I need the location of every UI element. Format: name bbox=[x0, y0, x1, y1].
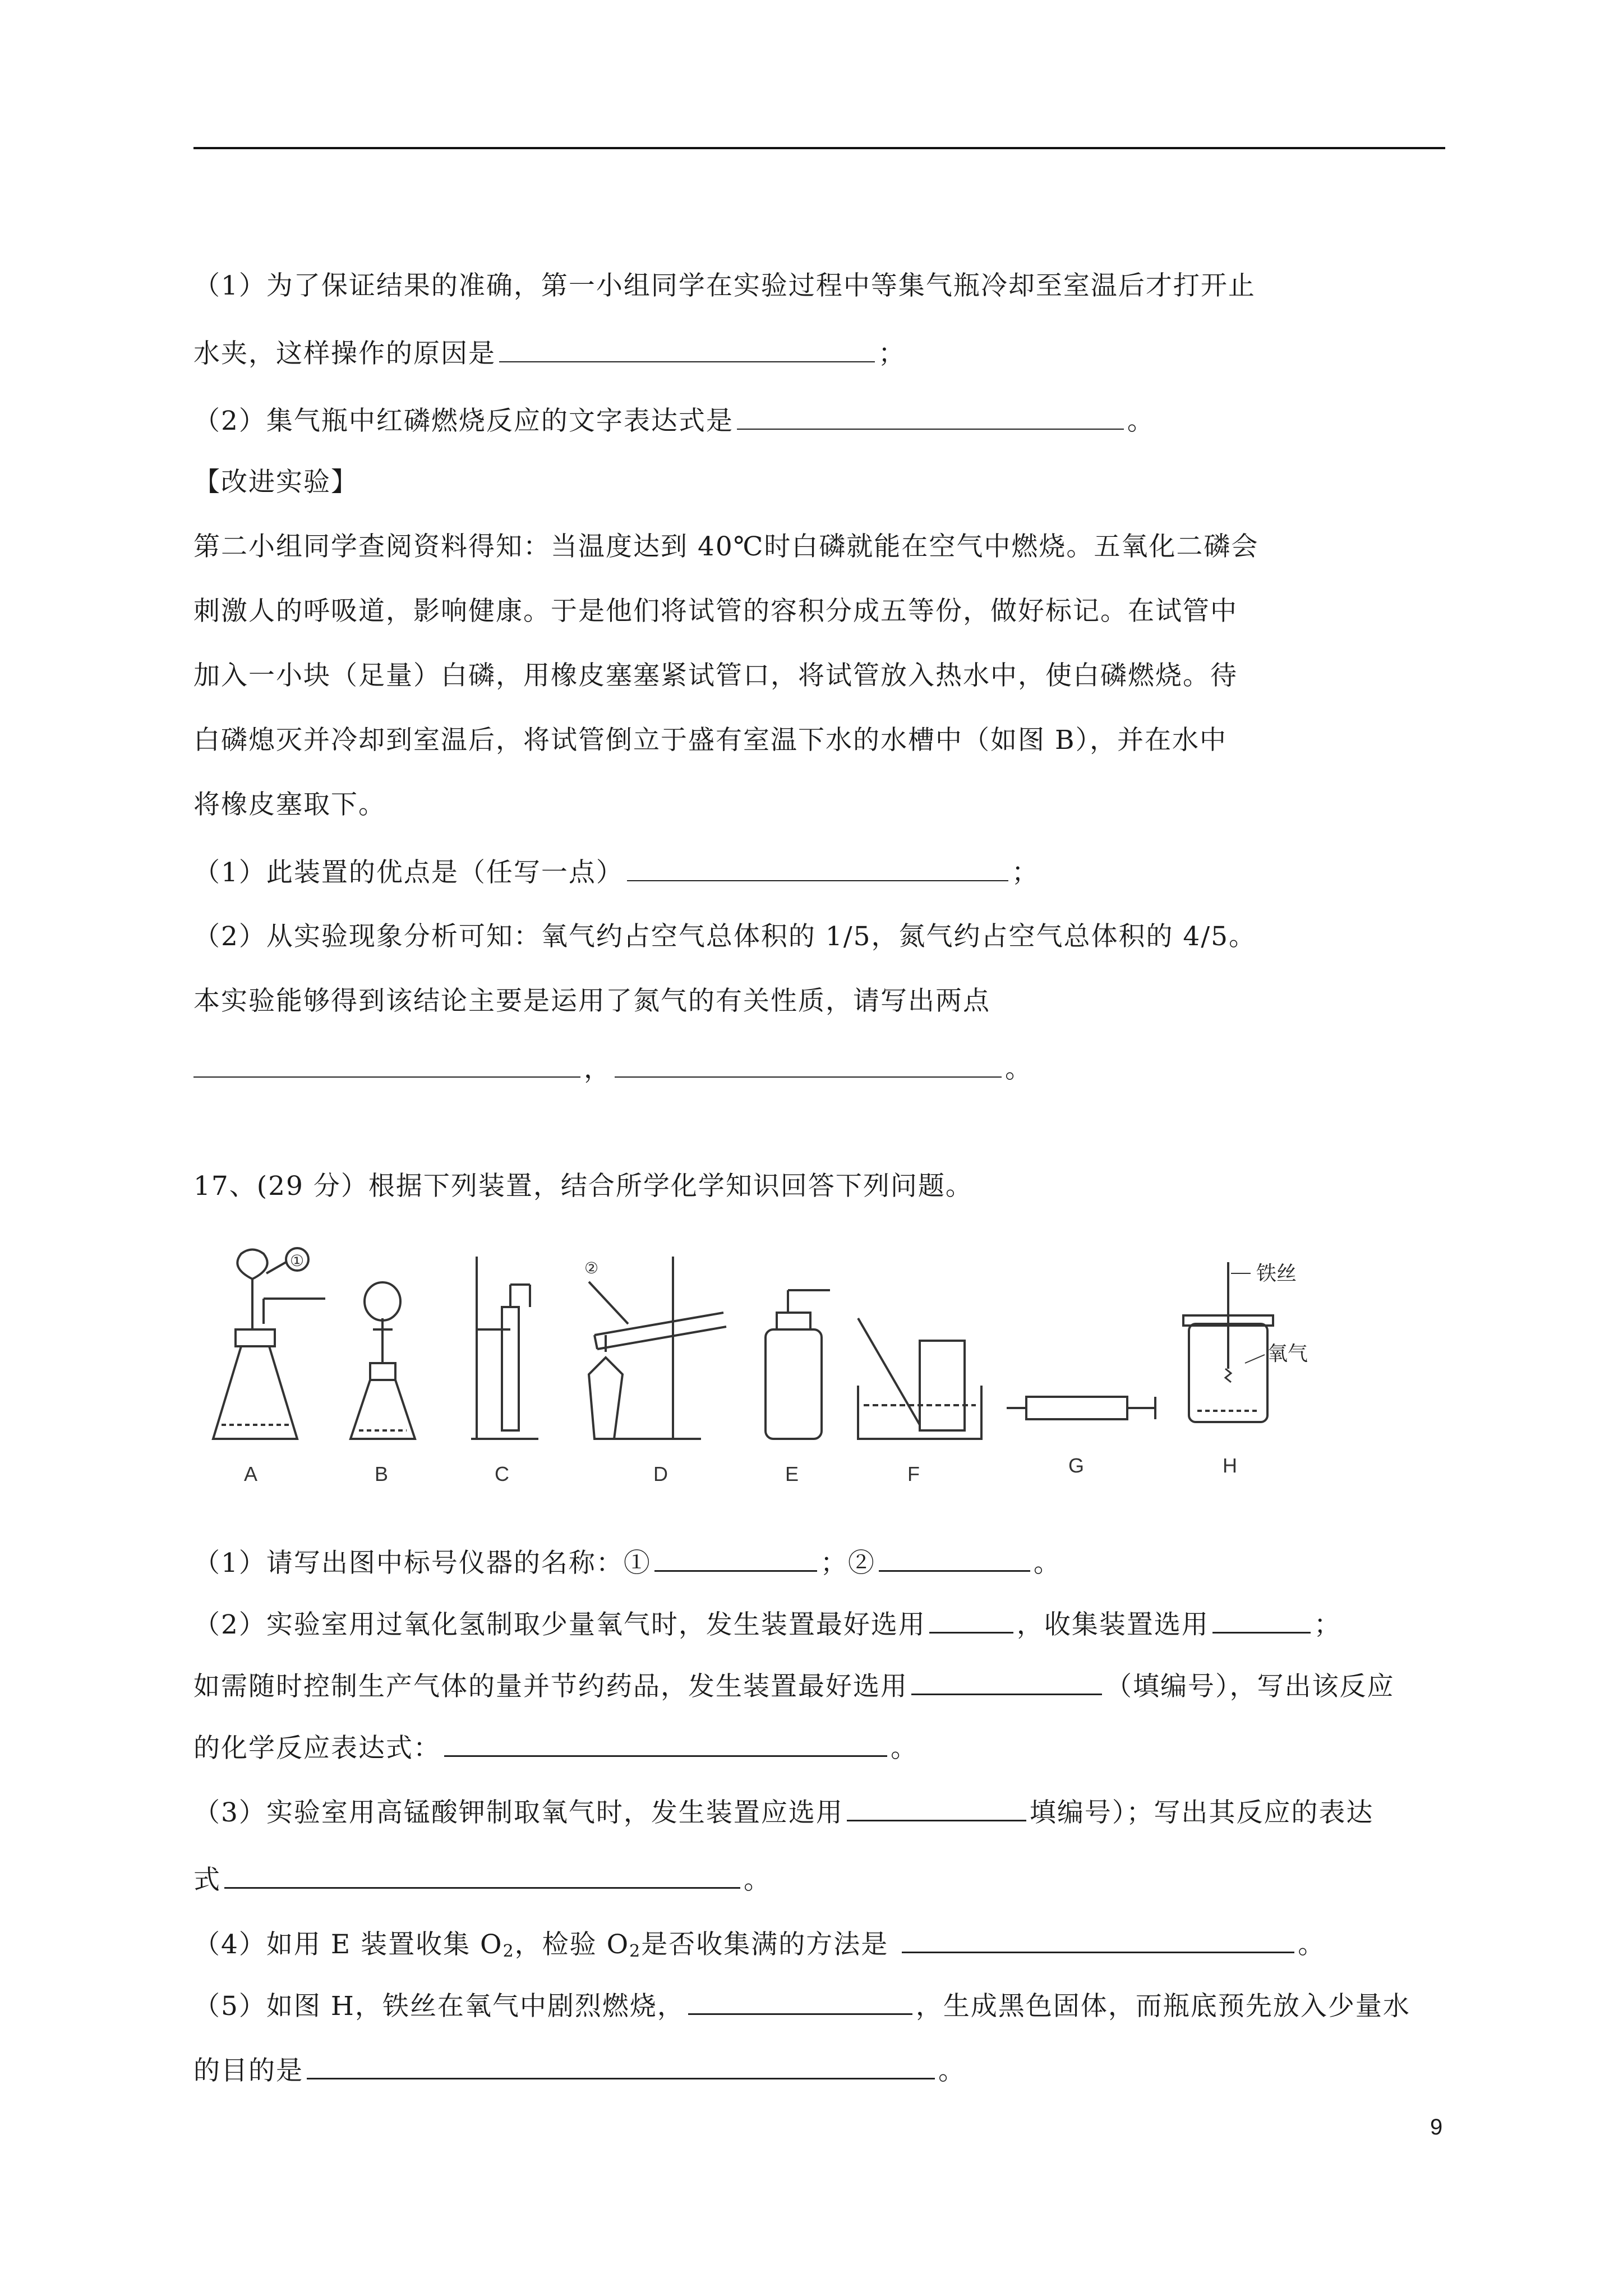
q17-p3-line1 bbox=[193, 1795, 1373, 1830]
q17-p1-blank-1[interactable] bbox=[654, 1545, 817, 1572]
q17-p2-blank-1[interactable] bbox=[929, 1607, 1013, 1634]
s2-q1-end: ； bbox=[1011, 857, 1039, 888]
s2-para-line1: 第二小组同学查阅资料得知：当温度达到 40℃时白磷就能在空气中燃烧。五氧化二磷会 bbox=[193, 531, 1259, 562]
apparatus-figure bbox=[202, 1245, 1357, 1498]
figure-label-e: E bbox=[785, 1462, 799, 1485]
q17-p4-sub-1: 2 bbox=[502, 1941, 515, 1961]
q17-p3-blank-2[interactable] bbox=[224, 1862, 740, 1889]
q17-p2-text-a: （2）实验室用过氧化氢制取少量氧气时，发生装置最好选用 bbox=[193, 1609, 926, 1640]
q17-p3-line2 bbox=[193, 1862, 771, 1897]
q17-p2-end: 。 bbox=[891, 1733, 918, 1764]
s1-q1-line1: （1）为了保证结果的准确，第一小组同学在实验过程中等集气瓶冷却至室温后才打开止 bbox=[193, 270, 1256, 301]
q17-p2-blank-3[interactable] bbox=[911, 1669, 1102, 1695]
s2-para-line5: 将橡皮塞取下。 bbox=[193, 789, 386, 820]
s2-q1-line bbox=[193, 855, 1039, 890]
s2-q2-blank-1[interactable] bbox=[193, 1052, 580, 1078]
apparatus-b bbox=[351, 1282, 415, 1439]
figure-marker-2: ② bbox=[584, 1259, 599, 1277]
q17-p3-text-b: 填编号）；写出其反应的表达 bbox=[1029, 1797, 1374, 1828]
q17-p3-text-c: 式 bbox=[193, 1865, 221, 1895]
q17-p3-end: 。 bbox=[744, 1865, 771, 1895]
s1-q1-blank[interactable] bbox=[499, 337, 875, 362]
q17-p2-line3 bbox=[193, 1731, 918, 1765]
s2-q2-sep: ， bbox=[584, 1053, 611, 1084]
s2-q2-line2: 本实验能够得到该结论主要是运用了氮气的有关性质，请写出两点 bbox=[193, 986, 990, 1016]
apparatus-g bbox=[1007, 1397, 1155, 1419]
page-number: 9 bbox=[1430, 2115, 1443, 2139]
s2-q2-answer-line bbox=[193, 1052, 1032, 1086]
q17-p5-end: 。 bbox=[938, 2055, 966, 2086]
figure-label-d: D bbox=[653, 1462, 668, 1485]
q17-p5-blank-2[interactable] bbox=[307, 2053, 935, 2079]
figure-marker-1: ① bbox=[290, 1252, 305, 1269]
s1-q2-blank[interactable] bbox=[737, 404, 1124, 430]
q17-p2-line2 bbox=[193, 1669, 1395, 1704]
q17-p5-line2 bbox=[193, 2053, 966, 2088]
figure-label-a: A bbox=[244, 1462, 258, 1485]
s2-para-line2: 刺激人的呼吸道，影响健康。于是他们将试管的容积分成五等份，做好标记。在试管中 bbox=[193, 596, 1238, 627]
s2-q1-text: （1）此装置的优点是（任写一点） bbox=[193, 857, 624, 888]
q17-p4-text-a: （4）如用 E 装置收集 O bbox=[193, 1929, 503, 1960]
q17-p5-blank-1[interactable] bbox=[688, 1989, 912, 2015]
figure-label-f: F bbox=[907, 1462, 920, 1485]
q17-p1-blank-2[interactable] bbox=[879, 1545, 1030, 1572]
iron-wire-label: 铁丝 bbox=[1256, 1262, 1297, 1285]
q17-p2-blank-2[interactable] bbox=[1212, 1607, 1311, 1634]
s1-q2-end: 。 bbox=[1127, 406, 1155, 436]
q17-p2-blank-4[interactable] bbox=[444, 1731, 887, 1757]
figure-label-b: B bbox=[375, 1462, 389, 1485]
s1-q1-text: 水夹，这样操作的原因是 bbox=[193, 338, 496, 369]
q17-p2-text-c: ； bbox=[1313, 1609, 1341, 1640]
figure-label-h: H bbox=[1223, 1454, 1237, 1477]
q17-p2-text-f: 的化学反应表达式： bbox=[193, 1733, 441, 1764]
s1-q1-end: ； bbox=[878, 338, 906, 369]
apparatus-a bbox=[213, 1248, 325, 1439]
apparatus-f bbox=[858, 1318, 981, 1439]
q17-p2-text-d: 如需随时控制生产气体的量并节约药品，发生装置最好选用 bbox=[193, 1671, 908, 1702]
q17-p4-end: 。 bbox=[1298, 1929, 1326, 1960]
q17-p1-text: （1）请写出图中标号仪器的名称：① bbox=[193, 1548, 651, 1579]
q17-p1-end: 。 bbox=[1033, 1548, 1061, 1579]
apparatus-h bbox=[1183, 1262, 1273, 1422]
q17-p5-line1 bbox=[193, 1989, 1410, 2023]
oxygen-label: 氧气 bbox=[1267, 1342, 1308, 1365]
s2-para-line4: 白磷熄灭并冷却到室温后，将试管倒立于盛有室温下水的水槽中（如图 B），并在水中 bbox=[193, 725, 1227, 756]
q17-title: 17、(29 分）根据下列装置，结合所学化学知识回答下列问题。 bbox=[193, 1171, 973, 1202]
q17-p1 bbox=[193, 1545, 1061, 1580]
apparatus-e bbox=[766, 1290, 830, 1439]
s2-q2-end: 。 bbox=[1005, 1053, 1032, 1084]
q17-p3-blank-1[interactable] bbox=[847, 1795, 1026, 1821]
q17-p4-text-b: ，检验 O bbox=[514, 1929, 630, 1960]
apparatus-c bbox=[471, 1257, 538, 1439]
s1-q2-text: （2）集气瓶中红磷燃烧反应的文字表达式是 bbox=[193, 406, 734, 436]
s1-q1-line2 bbox=[193, 337, 906, 371]
q17-p5-text-b: ，生成黑色固体，而瓶底预先放入少量水 bbox=[915, 1991, 1410, 2022]
header-rule bbox=[193, 147, 1445, 149]
q17-p2-text-e: （填编号），写出该反应 bbox=[1105, 1671, 1395, 1702]
q17-p2-text-b: ，收集装置选用 bbox=[1016, 1609, 1209, 1640]
figure-label-g: G bbox=[1068, 1454, 1085, 1477]
s2-heading: 【改进实验】 bbox=[193, 467, 358, 498]
q17-p5-text-a: （5）如图 H，铁丝在氧气中剧烈燃烧， bbox=[193, 1991, 685, 2022]
q17-p2-line1 bbox=[193, 1607, 1341, 1642]
s1-q2-line bbox=[193, 404, 1155, 438]
q17-p3-text-a: （3）实验室用高锰酸钾制取氧气时，发生装置应选用 bbox=[193, 1797, 843, 1828]
q17-p1-sep: ；② bbox=[820, 1548, 875, 1579]
s2-q2-line1: （2）从实验现象分析可知：氧气约占空气总体积的 1/5，氮气约占空气总体积的 4/5。 bbox=[193, 921, 1257, 952]
s2-para-line3: 加入一小块（足量）白磷，用橡皮塞塞紧试管口，将试管放入热水中，使白磷燃烧。待 bbox=[193, 660, 1238, 691]
apparatus-d bbox=[589, 1257, 726, 1439]
s2-q2-blank-2[interactable] bbox=[615, 1052, 1002, 1078]
q17-p4-text-c: 是否收集满的方法是 bbox=[641, 1929, 889, 1960]
q17-p4 bbox=[193, 1927, 1325, 1968]
s2-q1-blank[interactable] bbox=[627, 855, 1008, 881]
figure-label-c: C bbox=[495, 1462, 509, 1485]
q17-p5-text-c: 的目的是 bbox=[193, 2055, 303, 2086]
q17-p4-sub-2: 2 bbox=[629, 1941, 642, 1961]
q17-p4-blank[interactable] bbox=[902, 1927, 1294, 1953]
